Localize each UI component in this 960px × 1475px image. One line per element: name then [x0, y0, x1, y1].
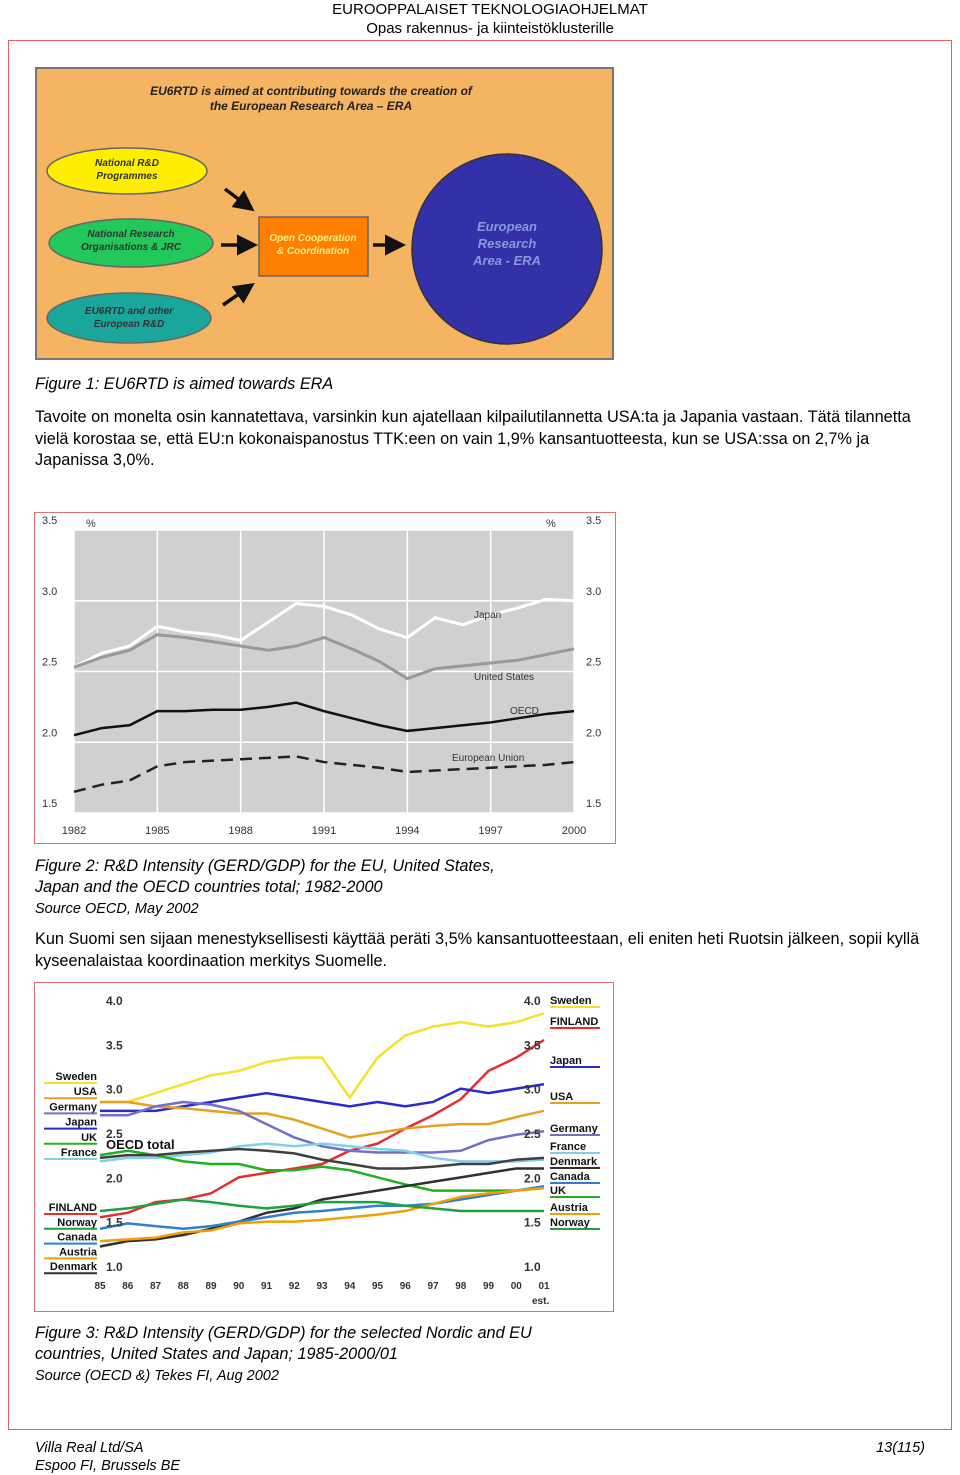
chart-1-unit-right: %	[546, 518, 556, 530]
chart-2-legend-left: Canada	[57, 1231, 97, 1244]
chart-2-xtick: 85	[94, 1281, 106, 1292]
chart-1-xtick: 1985	[145, 825, 170, 837]
chart-1-ytick-left: 2.5	[42, 656, 58, 669]
chart-2-legend-left: France	[60, 1147, 97, 1159]
chart-2-legend-right: UK	[550, 1185, 566, 1197]
caption-figure-3-line2: countries, United States and Japan; 1985-2000/01	[35, 1345, 398, 1363]
chart-2-legend-left: USA	[73, 1086, 97, 1099]
chart-1-xtick: 1997	[478, 825, 503, 837]
chart-1-label-eu: European Union	[452, 753, 525, 764]
chart-2-xtick: 00	[510, 1281, 522, 1292]
figure-3-chart	[34, 982, 614, 1312]
chart-2-ytick-right: 3.0	[524, 1082, 541, 1097]
chart-2-xtick: 95	[371, 1281, 384, 1292]
svg-text:Programmes: Programmes	[96, 171, 158, 182]
chart-2-ytick-right: 2.0	[524, 1171, 541, 1186]
chart-2-legend-right: Japan	[550, 1055, 582, 1067]
source-figure-2: Source OECD, May 2002	[35, 901, 199, 917]
chart-2-legend-right: Austria	[550, 1202, 588, 1214]
footer-page-number: 13(115)	[876, 1440, 925, 1456]
chart-2-xtick: 99	[482, 1281, 495, 1292]
chart-2-legend-left: UK	[81, 1131, 97, 1144]
paragraph-2: Kun Suomi sen sijaan menestyksellisesti käyttää peräti 3,5% kansantuotteestaan, eli eniten heti Ruotsin jälkeen, sopii kyllä kyseenalaistaa koordinaation merkitys Suomelle.	[35, 930, 920, 970]
chart-1-label-us: United States	[474, 672, 535, 683]
chart-1-xtick: 1991	[311, 825, 337, 837]
chart-2-legend-left: Austria	[59, 1246, 97, 1259]
chart-1-xtick: 1982	[61, 825, 87, 837]
chart-2-xtick: 96	[399, 1281, 411, 1292]
chart-2-xtick: 91	[260, 1281, 273, 1292]
chart-2-legend-left: Norway	[57, 1216, 97, 1229]
chart-2-xtick: 88	[177, 1281, 189, 1292]
chart-2-xtick: 93	[316, 1281, 328, 1292]
chart-2-xtick: 92	[288, 1281, 300, 1292]
chart-2-legend-left: Germany	[49, 1101, 97, 1114]
svg-text:National Research: National Research	[87, 229, 175, 240]
chart-2-xtick: 98	[455, 1281, 467, 1292]
chart-1-label-japan: Japan	[474, 610, 502, 621]
chart-1-ytick-right: 2.5	[586, 656, 602, 669]
chart-2-legend-right: Germany	[550, 1123, 598, 1135]
header-subtitle: Opas rakennus- ja kiinteistöklusterille	[366, 20, 614, 37]
svg-text:& Coordination: & Coordination	[276, 246, 350, 257]
chart-2-ytick-left: 1.0	[106, 1260, 123, 1274]
caption-figure-1: Figure 1: EU6RTD is aimed towards ERA	[35, 375, 334, 393]
chart-2-xtick: 94	[344, 1281, 356, 1292]
svg-text:National R&D: National R&D	[95, 158, 159, 169]
chart-2-ytick-left: 4.0	[106, 994, 123, 1008]
footer-company: Villa Real Ltd/SA	[35, 1440, 144, 1456]
header-title: EUROOPPALAISET TEKNOLOGIAOHJELMAT	[332, 1, 648, 18]
chart-2-xtick: 89	[205, 1281, 217, 1292]
chart-1-xtick: 1988	[228, 825, 253, 837]
diagram-title-line2: the European Research Area – ERA	[209, 99, 413, 113]
footer-location: Espoo FI, Brussels BE	[35, 1458, 181, 1474]
chart-1-ytick-left: 3.0	[42, 585, 58, 598]
chart-2-ytick-right: 1.5	[524, 1215, 541, 1230]
chart-2-legend-left: FINLAND	[48, 1202, 97, 1214]
chart-1-xtick: 1994	[395, 825, 420, 837]
chart-1-ytick-right: 3.5	[586, 515, 602, 527]
chart-1-label-oecd: OECD	[510, 706, 539, 717]
chart-2-legend-left: Denmark	[49, 1261, 97, 1274]
chart-2-legend-right: USA	[550, 1091, 574, 1103]
chart-1-ytick-left: 2.0	[42, 727, 58, 740]
chart-1-ytick-left: 1.5	[42, 798, 58, 810]
chart-2-ytick-left: 3.0	[106, 1082, 123, 1097]
svg-text:Open Cooperation: Open Cooperation	[269, 233, 357, 244]
chart-2-legend-right: Sweden	[550, 995, 592, 1007]
svg-text:European: European	[477, 219, 537, 234]
paragraph-1: Tavoite on monelta osin kannatettava, varsinkin kun ajatellaan kilpailutilannetta USA:ta ja Japania vastaan. Tätä tilannetta vielä korostaa se, että EU:n kokonaispanostus TTK:een on vain 1,9% kansantuotteesta, kun se USA:ssa on 2,7% ja Japanissa 3,0%.	[35, 408, 911, 469]
chart-2-legend-right: Canada	[550, 1171, 590, 1183]
chart-2-xtick: 97	[427, 1281, 439, 1292]
chart-2-ytick-left: 2.0	[106, 1171, 123, 1186]
chart-2-legend-right: FINLAND	[550, 1016, 599, 1028]
chart-2-xtick: 87	[149, 1281, 162, 1292]
chart-2-ytick-right: 3.5	[524, 1038, 541, 1053]
caption-figure-2-line2: Japan and the OECD countries total; 1982-2000	[35, 878, 383, 896]
ellipse-eu6rtd	[47, 293, 211, 343]
chart-2-ytick-right: 4.0	[524, 994, 541, 1008]
chart-1-unit-left: %	[86, 518, 96, 530]
chart-2-est-label: est.	[532, 1296, 550, 1307]
svg-text:Area - ERA: Area - ERA	[473, 253, 541, 268]
chart-2-legend-left: Sweden	[55, 1071, 97, 1083]
figure-2-chart	[34, 512, 616, 844]
svg-text:Organisations & JRC: Organisations & JRC	[80, 242, 182, 253]
svg-text:European R&D: European R&D	[93, 319, 165, 330]
chart-2-ytick-left: 3.5	[106, 1038, 123, 1053]
source-figure-3: Source (OECD &) Tekes FI, Aug 2002	[35, 1368, 279, 1384]
chart-2-legend-left: Japan	[65, 1116, 97, 1129]
chart-1-ytick-right: 1.5	[586, 798, 602, 810]
chart-2-oecd-label: OECD total	[106, 1137, 175, 1152]
chart-2-legend-right: Denmark	[550, 1156, 598, 1168]
svg-text:Research: Research	[477, 236, 537, 251]
diagram-title-line1: EU6RTD is aimed at contributing towards the creation of	[150, 84, 472, 98]
chart-2-xtick: 90	[233, 1281, 245, 1292]
svg-text:EU6RTD and other: EU6RTD and other	[84, 306, 174, 317]
chart-2-legend-right: Norway	[550, 1217, 590, 1229]
chart-2-ytick-right: 2.5	[524, 1127, 541, 1141]
chart-1-ytick-left: 3.5	[42, 515, 58, 527]
chart-2-legend-right: France	[550, 1141, 587, 1153]
chart-2-ytick-right: 1.0	[524, 1260, 541, 1274]
chart-2-ytick-left: 2.5	[106, 1127, 123, 1141]
chart-2-xtick: 01	[538, 1281, 550, 1292]
chart-2-xtick: 86	[122, 1281, 134, 1292]
chart-1-ytick-right: 2.0	[586, 727, 602, 740]
caption-figure-3-line1: Figure 3: R&D Intensity (GERD/GDP) for the selected Nordic and EU	[35, 1324, 532, 1342]
caption-figure-2-line1: Figure 2: R&D Intensity (GERD/GDP) for the EU, United States,	[35, 857, 495, 875]
chart-1-xtick: 2000	[561, 825, 587, 837]
chart-2-ytick-left: 1.5	[106, 1215, 123, 1230]
figure-1-diagram	[35, 67, 615, 361]
chart-1-ytick-right: 3.0	[586, 585, 602, 598]
